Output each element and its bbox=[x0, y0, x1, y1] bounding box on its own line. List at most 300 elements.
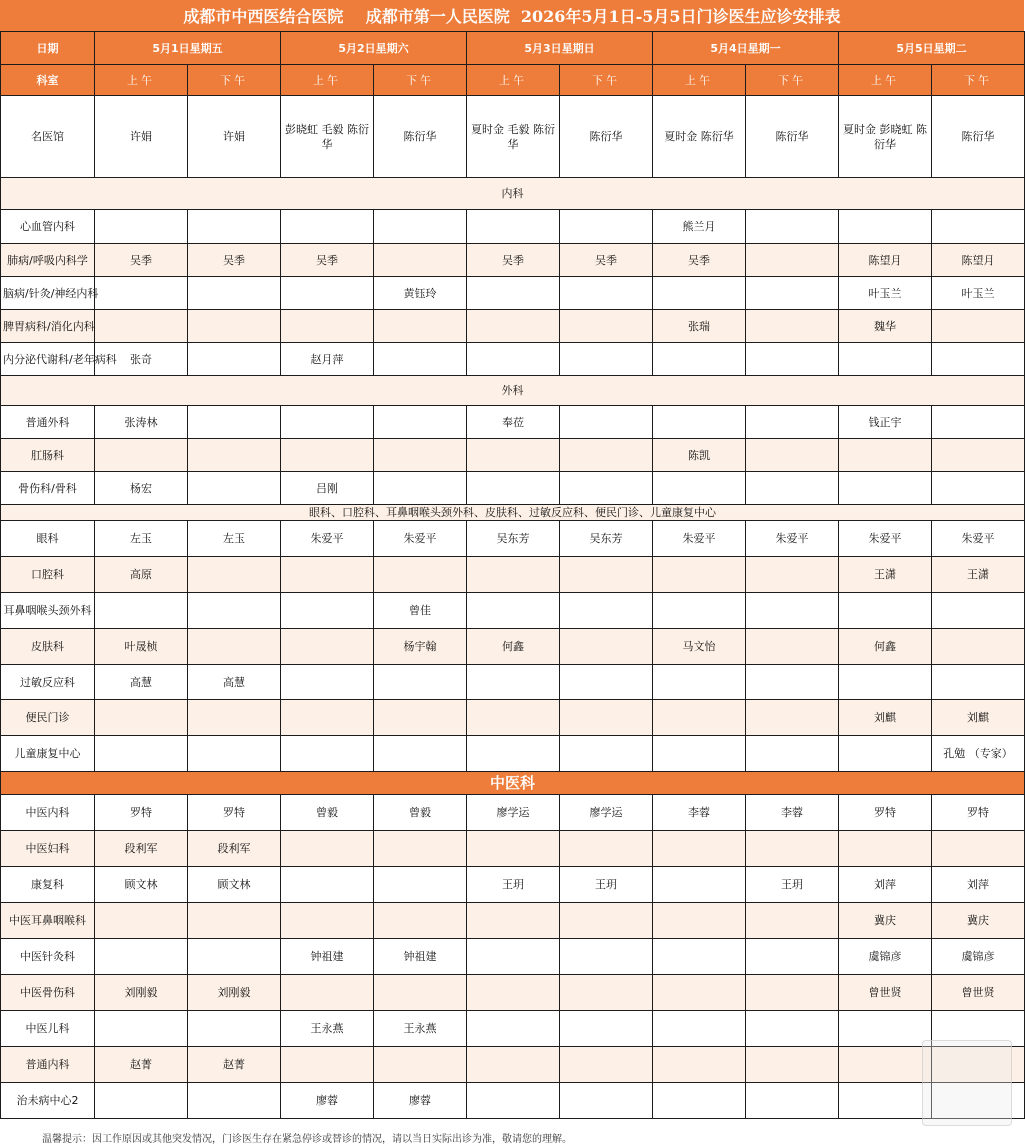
schedule-cell bbox=[467, 700, 560, 736]
table-row bbox=[1, 521, 1025, 557]
schedule-cell: 彭晓虹 毛毅 陈衍华 bbox=[281, 96, 374, 178]
schedule-cell bbox=[560, 665, 653, 700]
schedule-cell: 王玥 bbox=[746, 867, 839, 903]
schedule-cell bbox=[746, 210, 839, 244]
schedule-cell bbox=[653, 665, 746, 700]
schedule-cell: 朱爱平 bbox=[653, 521, 746, 557]
day-header: 5月3日星期日 bbox=[467, 32, 653, 65]
schedule-cell: 熊兰月 bbox=[653, 210, 746, 244]
schedule-cell: 曾佳 bbox=[374, 593, 467, 629]
schedule-cell: 钟祖建 bbox=[281, 939, 374, 975]
schedule-cell bbox=[188, 629, 281, 665]
table-row bbox=[1, 665, 1025, 700]
page-title: 成都市中西医结合医院 成都市第一人民医院 2026年5月1日-5月5日门诊医生应诊安排表 bbox=[0, 0, 1024, 31]
table-row bbox=[1, 1047, 1025, 1083]
schedule-cell bbox=[560, 975, 653, 1011]
schedule-cell bbox=[188, 1083, 281, 1119]
schedule-cell bbox=[560, 1083, 653, 1119]
schedule-cell bbox=[746, 310, 839, 343]
schedule-cell: 吴季 bbox=[467, 244, 560, 277]
schedule-cell bbox=[560, 593, 653, 629]
schedule-cell: 朱爱平 bbox=[374, 521, 467, 557]
schedule-cell bbox=[560, 406, 653, 439]
schedule-cell bbox=[560, 629, 653, 665]
section-title: 外科 bbox=[1, 376, 1025, 406]
schedule-cell bbox=[95, 277, 188, 310]
schedule-cell: 王潇 bbox=[839, 557, 932, 593]
schedule-cell: 曾毅 bbox=[281, 795, 374, 831]
schedule-cell: 陈凯 bbox=[653, 439, 746, 472]
am-label: 上午 bbox=[281, 65, 374, 96]
schedule-cell: 刘麒 bbox=[839, 700, 932, 736]
schedule-cell: 夏时金 彭晓虹 陈衍华 bbox=[839, 96, 932, 178]
schedule-cell bbox=[560, 210, 653, 244]
schedule-cell: 顾文林 bbox=[188, 867, 281, 903]
table-row bbox=[1, 96, 1025, 178]
schedule-cell: 陈望月 bbox=[932, 244, 1025, 277]
schedule-cell bbox=[188, 277, 281, 310]
schedule-cell bbox=[374, 831, 467, 867]
schedule-cell: 吴季 bbox=[188, 244, 281, 277]
schedule-cell bbox=[467, 1083, 560, 1119]
schedule-cell bbox=[188, 472, 281, 505]
schedule-cell bbox=[281, 439, 374, 472]
schedule-cell: 钱正宇 bbox=[839, 406, 932, 439]
schedule-cell: 张瑞 bbox=[653, 310, 746, 343]
schedule-cell bbox=[932, 439, 1025, 472]
schedule-cell bbox=[281, 1047, 374, 1083]
table-row bbox=[1, 831, 1025, 867]
table-row bbox=[1, 343, 1025, 376]
schedule-cell bbox=[95, 593, 188, 629]
schedule-cell: 何鑫 bbox=[467, 629, 560, 665]
schedule-cell: 奉莅 bbox=[467, 406, 560, 439]
schedule-cell bbox=[746, 593, 839, 629]
schedule-cell bbox=[188, 1011, 281, 1047]
schedule-cell bbox=[653, 277, 746, 310]
schedule-cell bbox=[560, 343, 653, 376]
table-row bbox=[1, 1011, 1025, 1047]
schedule-cell: 许娟 bbox=[95, 96, 188, 178]
schedule-cell bbox=[746, 439, 839, 472]
schedule-cell bbox=[467, 1047, 560, 1083]
day-header: 5月4日星期一 bbox=[653, 32, 839, 65]
schedule-cell: 夏时金 陈衍华 bbox=[653, 96, 746, 178]
schedule-cell bbox=[374, 343, 467, 376]
schedule-cell: 吴季 bbox=[281, 244, 374, 277]
dept-name: 皮肤科 bbox=[1, 629, 95, 665]
schedule-cell bbox=[653, 867, 746, 903]
table-row bbox=[1, 277, 1025, 310]
section-header-row bbox=[1, 772, 1025, 795]
schedule-cell bbox=[839, 1047, 932, 1083]
schedule-cell bbox=[467, 310, 560, 343]
header-period-row bbox=[1, 65, 1025, 96]
schedule-cell: 吴东芳 bbox=[467, 521, 560, 557]
schedule-cell bbox=[188, 406, 281, 439]
schedule-cell bbox=[467, 975, 560, 1011]
schedule-cell bbox=[95, 736, 188, 772]
schedule-cell: 朱爱平 bbox=[839, 521, 932, 557]
schedule-cell: 罗特 bbox=[932, 795, 1025, 831]
schedule-cell bbox=[374, 439, 467, 472]
schedule-cell bbox=[932, 343, 1025, 376]
schedule-cell: 吴季 bbox=[653, 244, 746, 277]
section-header-row bbox=[1, 178, 1025, 210]
schedule-cell bbox=[95, 939, 188, 975]
schedule-cell: 罗特 bbox=[839, 795, 932, 831]
am-label: 上午 bbox=[839, 65, 932, 96]
schedule-cell: 陈衍华 bbox=[560, 96, 653, 178]
schedule-cell bbox=[374, 210, 467, 244]
schedule-cell bbox=[467, 343, 560, 376]
pm-label: 下午 bbox=[374, 65, 467, 96]
dept-name: 过敏反应科 bbox=[1, 665, 95, 700]
schedule-cell bbox=[281, 867, 374, 903]
schedule-cell bbox=[188, 736, 281, 772]
schedule-cell: 魏华 bbox=[839, 310, 932, 343]
dept-name: 普通外科 bbox=[1, 406, 95, 439]
schedule-cell bbox=[560, 277, 653, 310]
schedule-cell: 高慧 bbox=[95, 665, 188, 700]
day-header: 5月1日星期五 bbox=[95, 32, 281, 65]
dept-name: 中医针灸科 bbox=[1, 939, 95, 975]
schedule-cell bbox=[746, 736, 839, 772]
schedule-cell: 廖学运 bbox=[560, 795, 653, 831]
schedule-cell bbox=[653, 1011, 746, 1047]
schedule-cell: 王永燕 bbox=[281, 1011, 374, 1047]
schedule-cell: 廖学运 bbox=[467, 795, 560, 831]
schedule-cell bbox=[188, 593, 281, 629]
schedule-cell bbox=[839, 1083, 932, 1119]
schedule-cell: 叶玉兰 bbox=[839, 277, 932, 310]
schedule-cell bbox=[281, 557, 374, 593]
schedule-cell bbox=[932, 472, 1025, 505]
schedule-cell: 叶玉兰 bbox=[932, 277, 1025, 310]
schedule-cell: 陈衍华 bbox=[374, 96, 467, 178]
schedule-cell bbox=[95, 210, 188, 244]
schedule-cell: 王玥 bbox=[467, 867, 560, 903]
dept-name: 内分泌代谢科/老年病科 bbox=[1, 343, 95, 376]
schedule-cell: 廖蓉 bbox=[374, 1083, 467, 1119]
schedule-cell: 陈望月 bbox=[839, 244, 932, 277]
dept-name: 中医儿科 bbox=[1, 1011, 95, 1047]
dept-name: 康复科 bbox=[1, 867, 95, 903]
schedule-cell bbox=[932, 310, 1025, 343]
schedule-cell bbox=[839, 665, 932, 700]
schedule-cell: 廖蓉 bbox=[281, 1083, 374, 1119]
schedule-cell bbox=[746, 831, 839, 867]
schedule-cell: 刘萍 bbox=[932, 867, 1025, 903]
schedule-cell bbox=[653, 406, 746, 439]
schedule-cell bbox=[188, 903, 281, 939]
table-row bbox=[1, 629, 1025, 665]
schedule-cell: 虞锦彦 bbox=[932, 939, 1025, 975]
schedule-cell: 张奇 bbox=[95, 343, 188, 376]
dept-name: 脑病/针灸/神经内科 bbox=[1, 277, 95, 310]
schedule-cell bbox=[653, 1083, 746, 1119]
schedule-cell bbox=[560, 472, 653, 505]
dept-name: 中医内科 bbox=[1, 795, 95, 831]
schedule-cell: 马文怡 bbox=[653, 629, 746, 665]
schedule-cell bbox=[95, 700, 188, 736]
pm-label: 下午 bbox=[188, 65, 281, 96]
table-row bbox=[1, 700, 1025, 736]
schedule-cell bbox=[653, 831, 746, 867]
schedule-cell bbox=[746, 244, 839, 277]
day-header: 5月2日星期六 bbox=[281, 32, 467, 65]
schedule-cell bbox=[746, 472, 839, 505]
schedule-cell bbox=[281, 406, 374, 439]
schedule-cell bbox=[653, 975, 746, 1011]
schedule-cell bbox=[281, 277, 374, 310]
schedule-cell bbox=[188, 343, 281, 376]
dept-name: 眼科 bbox=[1, 521, 95, 557]
schedule-cell bbox=[560, 1047, 653, 1083]
schedule-cell: 朱爱平 bbox=[932, 521, 1025, 557]
schedule-cell bbox=[839, 1011, 932, 1047]
table-row bbox=[1, 210, 1025, 244]
schedule-cell bbox=[467, 736, 560, 772]
table-row bbox=[1, 795, 1025, 831]
schedule-cell bbox=[374, 975, 467, 1011]
pm-label: 下午 bbox=[560, 65, 653, 96]
section-title: 眼科、口腔科、耳鼻咽喉头颈外科、皮肤科、过敏反应科、便民门诊、儿童康复中心 bbox=[1, 505, 1025, 521]
table-row bbox=[1, 310, 1025, 343]
table-row bbox=[1, 472, 1025, 505]
schedule-cell bbox=[746, 700, 839, 736]
schedule-cell: 吕刚 bbox=[281, 472, 374, 505]
table-row bbox=[1, 867, 1025, 903]
schedule-cell bbox=[653, 472, 746, 505]
footer-note: 温馨提示：因工作原因或其他突发情况，门诊医生存在紧急停诊或替诊的情况，请以当日实际出诊为准，敬请您的理解。 bbox=[42, 1134, 572, 1145]
dept-name: 名医馆 bbox=[1, 96, 95, 178]
schedule-cell: 杨宏 bbox=[95, 472, 188, 505]
schedule-cell bbox=[653, 903, 746, 939]
table-row bbox=[1, 593, 1025, 629]
schedule-cell: 罗特 bbox=[95, 795, 188, 831]
schedule-cell: 钟祖建 bbox=[374, 939, 467, 975]
schedule-cell: 赵月萍 bbox=[281, 343, 374, 376]
schedule-cell: 李蓉 bbox=[746, 795, 839, 831]
schedule-cell bbox=[932, 629, 1025, 665]
schedule-cell: 吴东芳 bbox=[560, 521, 653, 557]
schedule-cell: 孔勉 （专家） bbox=[932, 736, 1025, 772]
schedule-cell bbox=[188, 557, 281, 593]
table-row bbox=[1, 975, 1025, 1011]
dept-label: 科室 bbox=[1, 65, 95, 96]
schedule-cell bbox=[653, 343, 746, 376]
schedule-cell bbox=[653, 736, 746, 772]
schedule-cell: 虞锦彦 bbox=[839, 939, 932, 975]
schedule-cell: 段利军 bbox=[188, 831, 281, 867]
dept-name: 普通内科 bbox=[1, 1047, 95, 1083]
schedule-table bbox=[0, 31, 1025, 1119]
schedule-cell bbox=[188, 700, 281, 736]
dept-name: 心血管内科 bbox=[1, 210, 95, 244]
dept-name: 肺病/呼吸内科学 bbox=[1, 244, 95, 277]
schedule-cell: 陈衍华 bbox=[932, 96, 1025, 178]
schedule-cell: 赵菁 bbox=[188, 1047, 281, 1083]
dept-name: 中医妇科 bbox=[1, 831, 95, 867]
schedule-cell bbox=[839, 472, 932, 505]
table-row bbox=[1, 439, 1025, 472]
schedule-body bbox=[1, 32, 1025, 1119]
schedule-cell bbox=[374, 310, 467, 343]
schedule-cell: 冀庆 bbox=[932, 903, 1025, 939]
dept-name: 中医耳鼻咽喉科 bbox=[1, 903, 95, 939]
schedule-cell bbox=[932, 665, 1025, 700]
schedule-cell: 刘麒 bbox=[932, 700, 1025, 736]
schedule-cell bbox=[839, 593, 932, 629]
schedule-cell bbox=[188, 210, 281, 244]
schedule-cell: 曾毅 bbox=[374, 795, 467, 831]
day-header: 5月5日星期二 bbox=[839, 32, 1025, 65]
schedule-cell: 吴季 bbox=[95, 244, 188, 277]
schedule-cell bbox=[374, 665, 467, 700]
schedule-cell: 张涛林 bbox=[95, 406, 188, 439]
schedule-cell: 冀庆 bbox=[839, 903, 932, 939]
schedule-cell bbox=[839, 439, 932, 472]
schedule-cell: 王永燕 bbox=[374, 1011, 467, 1047]
section-title: 中医科 bbox=[1, 772, 1025, 795]
schedule-cell bbox=[653, 557, 746, 593]
schedule-cell bbox=[839, 736, 932, 772]
schedule-cell bbox=[467, 472, 560, 505]
schedule-cell bbox=[374, 736, 467, 772]
schedule-cell bbox=[281, 831, 374, 867]
schedule-cell bbox=[467, 210, 560, 244]
am-label: 上午 bbox=[467, 65, 560, 96]
schedule-cell bbox=[839, 831, 932, 867]
dept-name: 骨伤科/骨科 bbox=[1, 472, 95, 505]
schedule-cell bbox=[95, 310, 188, 343]
schedule-cell: 许娟 bbox=[188, 96, 281, 178]
table-row bbox=[1, 736, 1025, 772]
schedule-cell bbox=[560, 310, 653, 343]
schedule-cell bbox=[746, 939, 839, 975]
schedule-cell: 王潇 bbox=[932, 557, 1025, 593]
schedule-cell bbox=[467, 277, 560, 310]
schedule-cell bbox=[932, 831, 1025, 867]
dept-name: 肛肠科 bbox=[1, 439, 95, 472]
dept-name: 耳鼻咽喉头颈外科 bbox=[1, 593, 95, 629]
dept-name: 治未病中心2 bbox=[1, 1083, 95, 1119]
schedule-cell: 叶晟桢 bbox=[95, 629, 188, 665]
schedule-cell bbox=[746, 665, 839, 700]
schedule-cell: 高原 bbox=[95, 557, 188, 593]
schedule-cell bbox=[560, 736, 653, 772]
dept-name: 脾胃病科/消化内科 bbox=[1, 310, 95, 343]
schedule-cell: 左玉 bbox=[95, 521, 188, 557]
schedule-cell bbox=[467, 1011, 560, 1047]
schedule-cell: 曾世贤 bbox=[932, 975, 1025, 1011]
table-row bbox=[1, 406, 1025, 439]
schedule-cell bbox=[560, 439, 653, 472]
schedule-cell bbox=[746, 1011, 839, 1047]
schedule-cell bbox=[95, 903, 188, 939]
date-label: 日期 bbox=[1, 32, 95, 65]
table-row bbox=[1, 903, 1025, 939]
schedule-cell bbox=[746, 975, 839, 1011]
schedule-cell bbox=[467, 831, 560, 867]
schedule-cell bbox=[560, 1011, 653, 1047]
table-row bbox=[1, 244, 1025, 277]
schedule-cell bbox=[746, 1083, 839, 1119]
schedule-cell bbox=[932, 406, 1025, 439]
schedule-cell bbox=[746, 557, 839, 593]
schedule-cell bbox=[839, 210, 932, 244]
schedule-cell bbox=[281, 310, 374, 343]
schedule-cell: 何鑫 bbox=[839, 629, 932, 665]
schedule-cell bbox=[560, 903, 653, 939]
schedule-cell: 吴季 bbox=[560, 244, 653, 277]
schedule-cell bbox=[839, 343, 932, 376]
schedule-cell bbox=[746, 629, 839, 665]
schedule-cell: 夏时金 毛毅 陈衍华 bbox=[467, 96, 560, 178]
schedule-cell bbox=[374, 700, 467, 736]
schedule-cell: 杨宇翰 bbox=[374, 629, 467, 665]
schedule-cell: 曾世贤 bbox=[839, 975, 932, 1011]
schedule-cell bbox=[560, 557, 653, 593]
schedule-cell bbox=[467, 593, 560, 629]
table-row bbox=[1, 557, 1025, 593]
schedule-cell bbox=[653, 700, 746, 736]
schedule-cell bbox=[281, 629, 374, 665]
pm-label: 下午 bbox=[746, 65, 839, 96]
section-title: 内科 bbox=[1, 178, 1025, 210]
table-row bbox=[1, 1083, 1025, 1119]
section-header-row bbox=[1, 376, 1025, 406]
schedule-cell bbox=[374, 406, 467, 439]
schedule-cell: 左玉 bbox=[188, 521, 281, 557]
schedule-cell: 朱爱平 bbox=[746, 521, 839, 557]
schedule-cell bbox=[374, 903, 467, 939]
schedule-cell bbox=[281, 975, 374, 1011]
schedule-cell bbox=[746, 343, 839, 376]
schedule-cell bbox=[95, 439, 188, 472]
schedule-cell bbox=[467, 903, 560, 939]
schedule-cell: 陈衍华 bbox=[746, 96, 839, 178]
schedule-cell: 高慧 bbox=[188, 665, 281, 700]
schedule-cell: 赵菁 bbox=[95, 1047, 188, 1083]
am-label: 上午 bbox=[653, 65, 746, 96]
table-row bbox=[1, 939, 1025, 975]
schedule-cell bbox=[95, 1083, 188, 1119]
dept-name: 中医骨伤科 bbox=[1, 975, 95, 1011]
dept-name: 口腔科 bbox=[1, 557, 95, 593]
watermark-logo bbox=[922, 1040, 1012, 1126]
schedule-cell bbox=[746, 1047, 839, 1083]
schedule-cell bbox=[746, 903, 839, 939]
schedule-cell bbox=[560, 700, 653, 736]
schedule-cell: 刘刚毅 bbox=[188, 975, 281, 1011]
schedule-cell bbox=[560, 831, 653, 867]
schedule-cell bbox=[746, 406, 839, 439]
section-header-row bbox=[1, 505, 1025, 521]
schedule-cell bbox=[95, 1011, 188, 1047]
schedule-cell bbox=[188, 310, 281, 343]
schedule-cell bbox=[374, 557, 467, 593]
schedule-cell bbox=[281, 593, 374, 629]
schedule-cell: 段利军 bbox=[95, 831, 188, 867]
schedule-cell: 王玥 bbox=[560, 867, 653, 903]
schedule-cell: 朱爱平 bbox=[281, 521, 374, 557]
schedule-cell: 黄钰玲 bbox=[374, 277, 467, 310]
schedule-cell bbox=[281, 700, 374, 736]
schedule-cell bbox=[653, 1047, 746, 1083]
schedule-cell bbox=[653, 593, 746, 629]
